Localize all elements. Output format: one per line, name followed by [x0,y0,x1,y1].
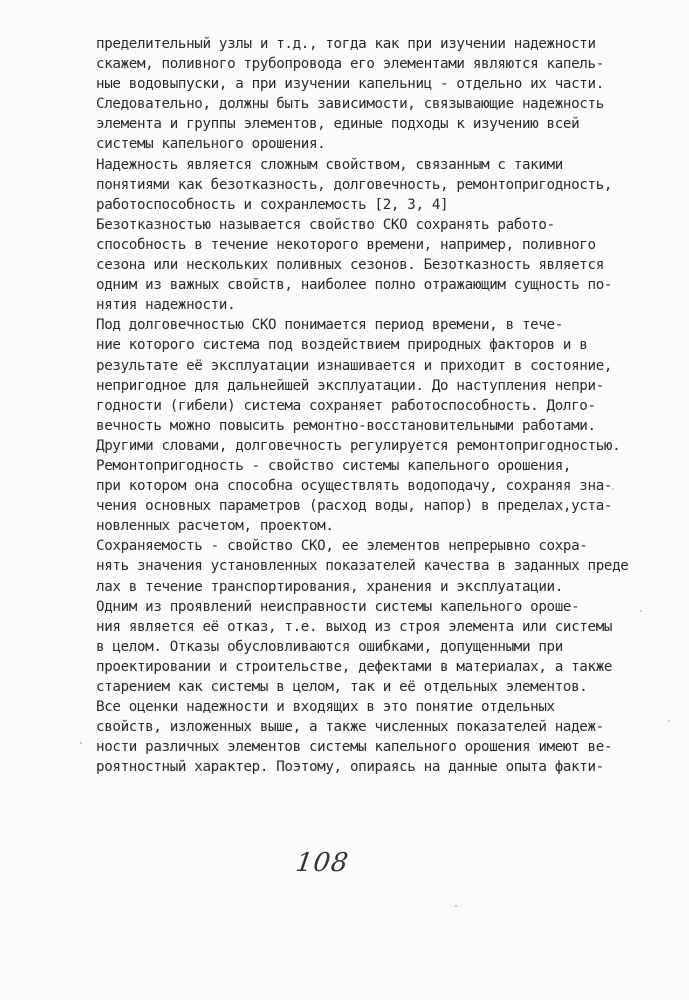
text-line: результате её эксплуатации изнашивается и приходит в состояние, [96,357,613,374]
text-line: Сохраняемость - свойство СКО, ее элементов непрерывно сохра- [96,538,588,555]
body-text [96,34,666,777]
text-line: Под долговечностью СКО понимается период времени, в тече- [96,317,563,334]
text-line: системы капельного орошения. [96,136,326,153]
text-line: работоспособность и сохранлемость [2, 3, 4] [96,196,449,213]
text-line: ные водовыпуски, а при изучении капельниц - отдельно их части. [96,76,604,93]
text-line: Безотказностью называется свойство СКО сохранять работо- [96,216,555,233]
text-line: сезона или нескольких поливных сезонов. Безотказность является [96,257,604,274]
text-line: элемента и группы элементов, единые подходы к изучению всей [96,116,580,133]
text-line: Другими словами, долговечность регулируется ремонтопригодностью. [96,437,621,454]
text-line: при котором она способна осуществлять водоподачу, сохраняя зна- [96,478,613,495]
text-line: Одним из проявлений неисправности системы капельного ороше- [96,598,580,615]
text-line: старением как системы в целом, так и её отдельных элементов. [96,679,588,695]
text-line: в целом. Отказы обусловливаются ошибками, допущенными при [96,638,563,655]
text-line: ности различных элементов системы капельного орошения имеют ве- [96,739,613,756]
text-line: проектировании и строительстве, дефектами в материалах, а также [96,658,613,675]
text-line: вечность можно повысить ремонтно-восстановительными работами. [96,417,596,434]
text-line: лах в течение транспортирования, хранения и эксплуатации. [96,578,563,595]
scan-speck [455,905,457,907]
text-line: Следовательно, должны быть зависимости, связывающие надежность [96,96,604,113]
text-line: Надежность является сложным свойством, связанным с такими [96,156,563,173]
text-line: понятиями как безотказность, долговечность, ремонтопригодность, [96,176,613,193]
text-line: скажем, поливного трубопровода его элементами являются капель- [96,56,604,73]
text-line: одним из важных свойств, наиболее полно отражающим сущность по- [96,277,613,294]
text-line: роятностный характер. Поэтому, опираясь на данные опыта факти- [96,759,604,776]
text-line: чения основных параметров (расход воды, напор) в пределах,уста- [96,498,613,515]
text-line: Ремонтопригодность - свойство системы капельного орошения, [96,457,572,474]
text-line: годности (гибели) система сохраняет работоспособность. Долго- [96,397,596,414]
page-number: 108 [293,848,351,878]
text-line: способность в течение некоторого времени, например, поливного [96,236,596,253]
scan-speck [612,488,614,490]
text-line: свойств, изложенных выше, а также численных показателей надеж- [96,719,604,736]
scan-speck [668,720,670,722]
text-line: непригодное для дальнейшей эксплуатации. До наступления непри- [96,377,604,394]
text-line: нятия надежности. [96,297,236,314]
text-line: новленных расчетом, проектом. [96,518,334,535]
text-line: пределительный узлы и т.д., тогда как при изучении надежности [96,36,596,52]
text-line: нять значения установленных показателей качества в заданных преде [96,558,629,575]
scan-speck [640,610,642,612]
text-line: ния является её отказ, т.е. выход из строя элемента или системы [96,618,613,635]
text-line: Все оценки надежности и входящих в это понятие отдельных [96,699,555,716]
text-line: ние которого система под воздействием природных факторов и в [96,337,588,354]
scan-speck [80,742,82,744]
